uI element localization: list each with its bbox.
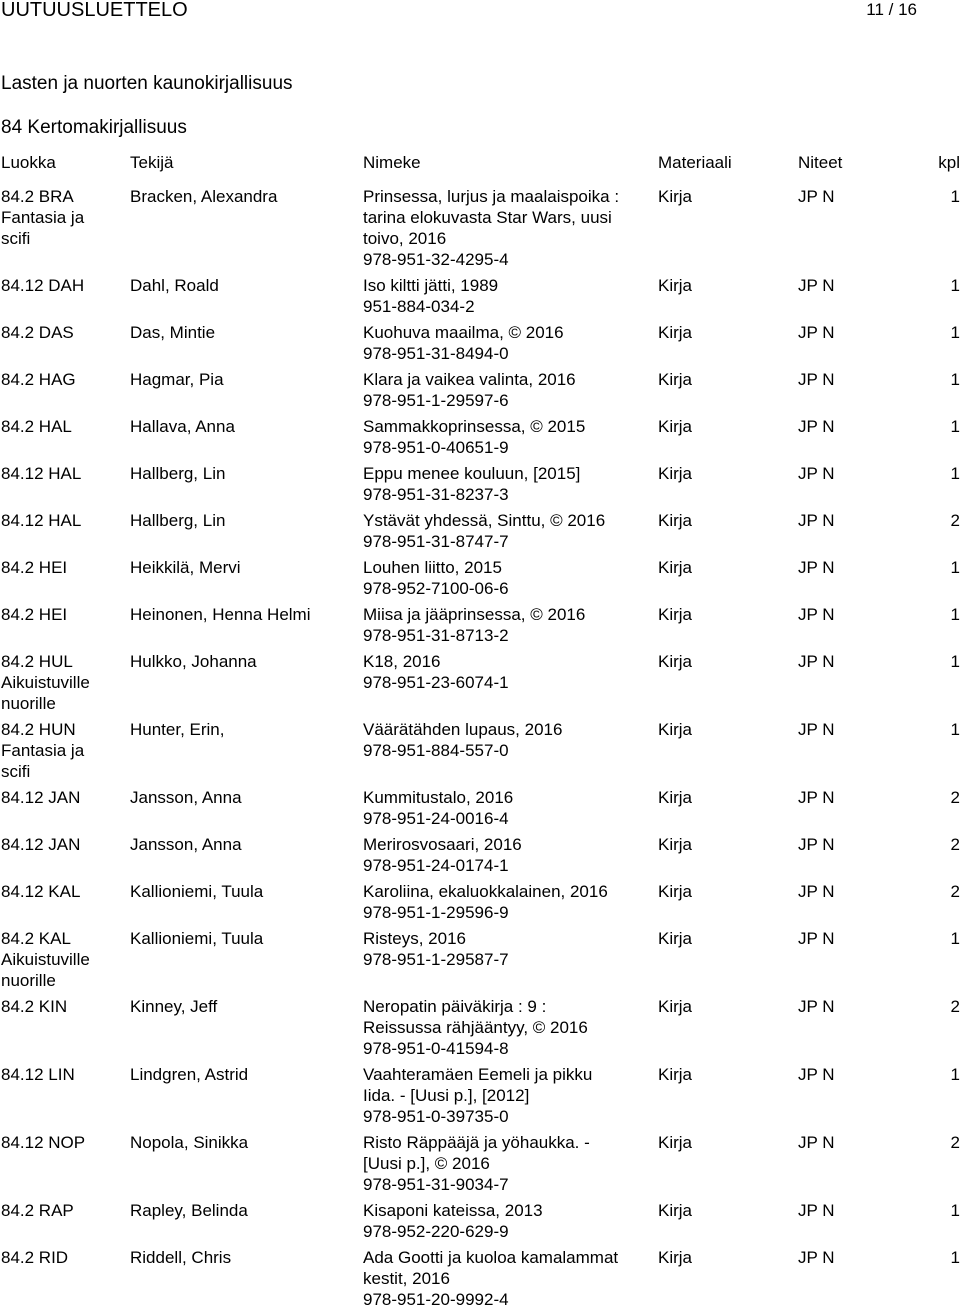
notes-cell: JP N bbox=[798, 187, 835, 206]
catalogue-row bbox=[0, 604, 960, 646]
notes-cell: JP N bbox=[798, 370, 835, 389]
notes-cell: JP N bbox=[798, 605, 835, 624]
title-line: 978-951-24-0174-1 bbox=[363, 856, 509, 875]
title-line: Prinsessa, lurjus ja maalaispoika : bbox=[363, 187, 620, 206]
title-cell bbox=[363, 275, 658, 317]
title-line: 978-951-1-29597-6 bbox=[363, 391, 509, 410]
title-line: Merirosvosaari, 2016 bbox=[363, 835, 522, 854]
title-line: 951-884-034-2 bbox=[363, 297, 475, 316]
classification-line: scifi bbox=[1, 762, 31, 781]
author-cell: Hagmar, Pia bbox=[130, 370, 224, 389]
material-cell: Kirja bbox=[658, 323, 693, 342]
column-header-class: Luokka bbox=[1, 153, 56, 172]
quantity-cell: 1 bbox=[950, 605, 960, 624]
column-header-author: Tekijä bbox=[130, 153, 174, 172]
catalogue-row bbox=[0, 787, 960, 829]
classification-cell bbox=[1, 1200, 126, 1221]
title-line: Väärätähden lupaus, 2016 bbox=[363, 720, 563, 739]
title-cell bbox=[363, 322, 658, 364]
classification-line: 84.12 NOP bbox=[1, 1133, 86, 1152]
quantity-cell: 1 bbox=[950, 1065, 960, 1084]
title-cell bbox=[363, 416, 658, 458]
title-line: [Uusi p.], © 2016 bbox=[363, 1154, 490, 1173]
notes-cell: JP N bbox=[798, 788, 835, 807]
classification-line: Aikuistuville bbox=[1, 673, 90, 692]
material-cell: Kirja bbox=[658, 417, 693, 436]
classification-cell bbox=[1, 463, 126, 484]
column-header-material: Materiaali bbox=[658, 153, 732, 172]
page-header bbox=[0, 0, 960, 20]
catalogue-row bbox=[0, 1247, 960, 1310]
author-cell: Heinonen, Henna Helmi bbox=[130, 605, 311, 624]
catalogue-row bbox=[0, 557, 960, 599]
title-cell bbox=[363, 834, 658, 876]
material-cell: Kirja bbox=[658, 464, 693, 483]
material-cell: Kirja bbox=[658, 1133, 693, 1152]
catalogue-row bbox=[0, 651, 960, 714]
classification-line: 84.12 JAN bbox=[1, 788, 81, 807]
classification-cell bbox=[1, 416, 126, 437]
classification-cell bbox=[1, 510, 126, 531]
notes-cell: JP N bbox=[798, 417, 835, 436]
catalogue-row bbox=[0, 369, 960, 411]
title-line: 978-951-1-29596-9 bbox=[363, 903, 509, 922]
quantity-cell: 1 bbox=[950, 276, 960, 295]
title-line: 978-951-0-40651-9 bbox=[363, 438, 509, 457]
column-header-title: Nimeke bbox=[363, 153, 421, 172]
section-heading: Lasten ja nuorten kaunokirjallisuus bbox=[1, 73, 293, 94]
title-line: 978-952-7100-06-6 bbox=[363, 579, 509, 598]
material-cell: Kirja bbox=[658, 1248, 693, 1267]
quantity-cell: 2 bbox=[950, 997, 960, 1016]
quantity-cell: 2 bbox=[950, 788, 960, 807]
author-cell: Riddell, Chris bbox=[130, 1248, 232, 1267]
catalogue-row bbox=[0, 881, 960, 923]
title-cell bbox=[363, 1247, 658, 1310]
classification-line: Fantasia ja bbox=[1, 208, 85, 227]
author-cell: Dahl, Roald bbox=[130, 276, 219, 295]
material-cell: Kirja bbox=[658, 276, 693, 295]
catalogue-row bbox=[0, 186, 960, 270]
material-cell: Kirja bbox=[658, 720, 693, 739]
catalogue-row bbox=[0, 510, 960, 552]
quantity-cell: 1 bbox=[950, 1201, 960, 1220]
classification-cell bbox=[1, 881, 126, 902]
title-line: kestit, 2016 bbox=[363, 1269, 450, 1288]
classification-line: 84.2 HEI bbox=[1, 558, 68, 577]
catalogue-row bbox=[0, 996, 960, 1059]
author-cell: Hallberg, Lin bbox=[130, 464, 226, 483]
title-line: 978-951-0-41594-8 bbox=[363, 1039, 509, 1058]
material-cell: Kirja bbox=[658, 882, 693, 901]
catalogue-row bbox=[0, 1132, 960, 1195]
classification-cell bbox=[1, 604, 126, 625]
classification-line: 84.2 HUN bbox=[1, 720, 76, 739]
title-line: 978-951-20-9992-4 bbox=[363, 1290, 509, 1309]
title-cell bbox=[363, 881, 658, 923]
classification-line: 84.12 DAH bbox=[1, 276, 85, 295]
classification-line: nuorille bbox=[1, 971, 56, 990]
classification-line: 84.2 RID bbox=[1, 1248, 69, 1267]
author-cell: Hulkko, Johanna bbox=[130, 652, 257, 671]
classification-cell bbox=[1, 1064, 126, 1085]
author-cell: Hallava, Anna bbox=[130, 417, 235, 436]
document-title: UUTUUSLUETTELO bbox=[1, 0, 188, 21]
title-line: Iida. - [Uusi p.], [2012] bbox=[363, 1086, 530, 1105]
title-line: Kisaponi kateissa, 2013 bbox=[363, 1201, 543, 1220]
material-cell: Kirja bbox=[658, 511, 693, 530]
author-cell: Kinney, Jeff bbox=[130, 997, 218, 1016]
classification-cell bbox=[1, 834, 126, 855]
title-line: Ada Gootti ja kuoloa kamalammat bbox=[363, 1248, 619, 1267]
author-cell: Bracken, Alexandra bbox=[130, 187, 278, 206]
classification-cell bbox=[1, 719, 126, 782]
quantity-cell: 1 bbox=[950, 558, 960, 577]
title-line: Kummitustalo, 2016 bbox=[363, 788, 514, 807]
title-line: 978-951-31-8747-7 bbox=[363, 532, 509, 551]
title-cell bbox=[363, 369, 658, 411]
title-line: Louhen liitto, 2015 bbox=[363, 558, 502, 577]
catalogue-row bbox=[0, 719, 960, 782]
author-cell: Hunter, Erin, bbox=[130, 720, 225, 739]
quantity-cell: 2 bbox=[950, 511, 960, 530]
author-cell: Jansson, Anna bbox=[130, 835, 242, 854]
title-line: 978-951-24-0016-4 bbox=[363, 809, 509, 828]
classification-cell bbox=[1, 275, 126, 296]
quantity-cell: 1 bbox=[950, 1248, 960, 1267]
quantity-cell: 1 bbox=[950, 370, 960, 389]
classification-line: 84.2 HAG bbox=[1, 370, 76, 389]
classification-line: 84.12 KAL bbox=[1, 882, 81, 901]
quantity-cell: 2 bbox=[950, 835, 960, 854]
author-cell: Kallioniemi, Tuula bbox=[130, 929, 264, 948]
material-cell: Kirja bbox=[658, 652, 693, 671]
title-line: toivo, 2016 bbox=[363, 229, 447, 248]
classification-cell bbox=[1, 557, 126, 578]
notes-cell: JP N bbox=[798, 882, 835, 901]
classification-cell bbox=[1, 651, 126, 714]
title-cell bbox=[363, 651, 658, 693]
catalogue-row bbox=[0, 275, 960, 317]
title-cell bbox=[363, 186, 658, 270]
material-cell: Kirja bbox=[658, 997, 693, 1016]
title-line: Iso kiltti jätti, 1989 bbox=[363, 276, 499, 295]
notes-cell: JP N bbox=[798, 652, 835, 671]
title-line: Neropatin päiväkirja : 9 : bbox=[363, 997, 547, 1016]
classification-cell bbox=[1, 787, 126, 808]
title-line: tarina elokuvasta Star Wars, uusi bbox=[363, 208, 612, 227]
classification-line: 84.12 JAN bbox=[1, 835, 81, 854]
classification-cell bbox=[1, 322, 126, 343]
classification-line: 84.12 LIN bbox=[1, 1065, 75, 1084]
author-cell: Lindgren, Astrid bbox=[130, 1065, 249, 1084]
title-line: Miisa ja jääprinsessa, © 2016 bbox=[363, 605, 586, 624]
classification-line: scifi bbox=[1, 229, 31, 248]
title-line: 978-951-1-29587-7 bbox=[363, 950, 509, 969]
title-line: Klara ja vaikea valinta, 2016 bbox=[363, 370, 576, 389]
author-cell: Heikkilä, Mervi bbox=[130, 558, 241, 577]
title-line: 978-951-0-39735-0 bbox=[363, 1107, 509, 1126]
material-cell: Kirja bbox=[658, 788, 693, 807]
notes-cell: JP N bbox=[798, 835, 835, 854]
title-line: Ystävät yhdessä, Sinttu, © 2016 bbox=[363, 511, 606, 530]
subsection-heading: 84 Kertomakirjallisuus bbox=[1, 117, 187, 138]
classification-line: 84.2 KIN bbox=[1, 997, 68, 1016]
material-cell: Kirja bbox=[658, 605, 693, 624]
classification-line: 84.2 HEI bbox=[1, 605, 68, 624]
quantity-cell: 1 bbox=[950, 929, 960, 948]
catalogue-row bbox=[0, 928, 960, 991]
author-cell: Nopola, Sinikka bbox=[130, 1133, 249, 1152]
classification-line: 84.12 HAL bbox=[1, 464, 82, 483]
title-line: Karoliina, ekaluokkalainen, 2016 bbox=[363, 882, 608, 901]
classification-cell bbox=[1, 186, 126, 249]
catalogue-row bbox=[0, 463, 960, 505]
classification-line: 84.2 RAP bbox=[1, 1201, 74, 1220]
title-line: Sammakkoprinsessa, © 2015 bbox=[363, 417, 586, 436]
title-line: 978-951-31-9034-7 bbox=[363, 1175, 509, 1194]
classification-line: Aikuistuville bbox=[1, 950, 90, 969]
quantity-cell: 2 bbox=[950, 1133, 960, 1152]
title-cell bbox=[363, 510, 658, 552]
catalogue-row bbox=[0, 322, 960, 364]
title-line: 978-951-884-557-0 bbox=[363, 741, 509, 760]
title-line: Eppu menee kouluun, [2015] bbox=[363, 464, 581, 483]
author-cell: Das, Mintie bbox=[130, 323, 216, 342]
notes-cell: JP N bbox=[798, 1065, 835, 1084]
title-line: Risteys, 2016 bbox=[363, 929, 466, 948]
title-cell bbox=[363, 787, 658, 829]
classification-line: 84.2 BRA bbox=[1, 187, 74, 206]
catalogue-row bbox=[0, 416, 960, 458]
title-line: 978-951-32-4295-4 bbox=[363, 250, 509, 269]
notes-cell: JP N bbox=[798, 1201, 835, 1220]
title-cell bbox=[363, 557, 658, 599]
material-cell: Kirja bbox=[658, 558, 693, 577]
notes-cell: JP N bbox=[798, 1133, 835, 1152]
classification-line: 84.2 HUL bbox=[1, 652, 73, 671]
author-cell: Rapley, Belinda bbox=[130, 1201, 248, 1220]
catalogue-row bbox=[0, 1200, 960, 1242]
quantity-cell: 1 bbox=[950, 417, 960, 436]
classification-line: 84.2 KAL bbox=[1, 929, 71, 948]
notes-cell: JP N bbox=[798, 720, 835, 739]
classification-cell bbox=[1, 928, 126, 991]
quantity-cell: 1 bbox=[950, 652, 960, 671]
notes-cell: JP N bbox=[798, 1248, 835, 1267]
title-line: Risto Räppääjä ja yöhaukka. - bbox=[363, 1133, 590, 1152]
title-line: 978-951-31-8237-3 bbox=[363, 485, 509, 504]
classification-cell bbox=[1, 369, 126, 390]
notes-cell: JP N bbox=[798, 929, 835, 948]
quantity-cell: 1 bbox=[950, 323, 960, 342]
title-line: 978-951-31-8713-2 bbox=[363, 626, 509, 645]
catalogue-list bbox=[0, 186, 960, 1315]
column-header-notes: Niteet bbox=[798, 153, 843, 172]
notes-cell: JP N bbox=[798, 323, 835, 342]
title-line: Kuohuva maailma, © 2016 bbox=[363, 323, 564, 342]
author-cell: Jansson, Anna bbox=[130, 788, 242, 807]
material-cell: Kirja bbox=[658, 929, 693, 948]
author-cell: Kallioniemi, Tuula bbox=[130, 882, 264, 901]
notes-cell: JP N bbox=[798, 464, 835, 483]
material-cell: Kirja bbox=[658, 1065, 693, 1084]
classification-cell bbox=[1, 1247, 126, 1268]
classification-cell bbox=[1, 996, 126, 1017]
title-line: K18, 2016 bbox=[363, 652, 441, 671]
title-cell bbox=[363, 463, 658, 505]
classification-line: 84.2 DAS bbox=[1, 323, 74, 342]
title-line: 978-951-23-6074-1 bbox=[363, 673, 509, 692]
column-header-qty: kpl bbox=[938, 153, 960, 172]
title-line: Vaahteramäen Eemeli ja pikku bbox=[363, 1065, 593, 1084]
quantity-cell: 2 bbox=[950, 882, 960, 901]
title-cell bbox=[363, 928, 658, 970]
catalogue-row bbox=[0, 834, 960, 876]
notes-cell: JP N bbox=[798, 558, 835, 577]
notes-cell: JP N bbox=[798, 511, 835, 530]
material-cell: Kirja bbox=[658, 835, 693, 854]
quantity-cell: 1 bbox=[950, 187, 960, 206]
classification-cell bbox=[1, 1132, 126, 1153]
page-number: 11 / 16 bbox=[866, 0, 917, 19]
title-line: Reissussa rähjääntyy, © 2016 bbox=[363, 1018, 588, 1037]
classification-line: 84.2 HAL bbox=[1, 417, 72, 436]
title-line: 978-951-31-8494-0 bbox=[363, 344, 509, 363]
material-cell: Kirja bbox=[658, 187, 693, 206]
title-cell bbox=[363, 996, 658, 1059]
quantity-cell: 1 bbox=[950, 720, 960, 739]
title-cell bbox=[363, 719, 658, 761]
author-cell: Hallberg, Lin bbox=[130, 511, 226, 530]
column-headers bbox=[0, 152, 960, 174]
classification-line: 84.12 HAL bbox=[1, 511, 82, 530]
title-cell bbox=[363, 1200, 658, 1242]
material-cell: Kirja bbox=[658, 370, 693, 389]
title-cell bbox=[363, 604, 658, 646]
quantity-cell: 1 bbox=[950, 464, 960, 483]
notes-cell: JP N bbox=[798, 997, 835, 1016]
title-cell bbox=[363, 1132, 658, 1195]
material-cell: Kirja bbox=[658, 1201, 693, 1220]
title-line: 978-952-220-629-9 bbox=[363, 1222, 509, 1241]
classification-line: Fantasia ja bbox=[1, 741, 85, 760]
classification-line: nuorille bbox=[1, 694, 56, 713]
title-cell bbox=[363, 1064, 658, 1127]
notes-cell: JP N bbox=[798, 276, 835, 295]
catalogue-row bbox=[0, 1064, 960, 1127]
